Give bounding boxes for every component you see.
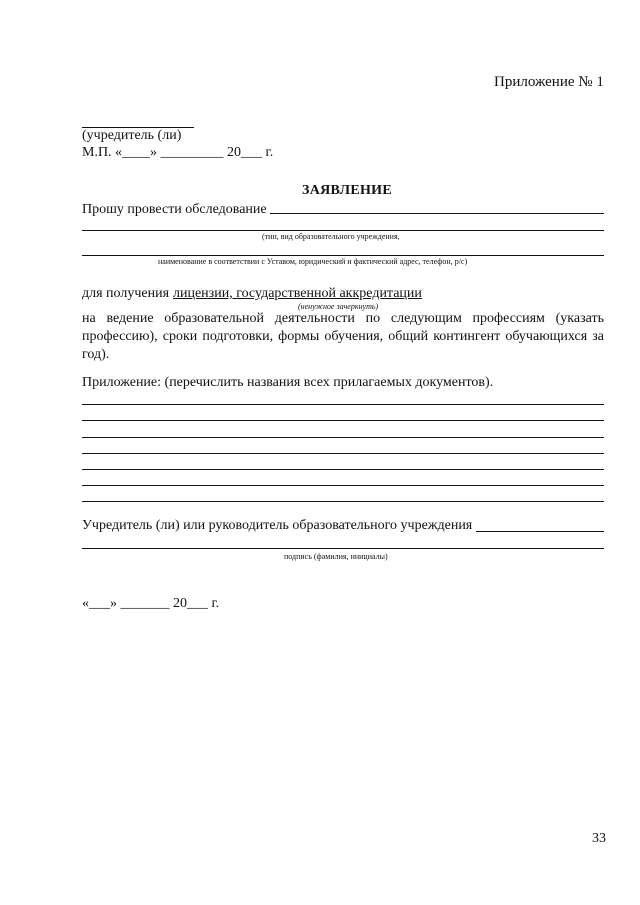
attachment-line-7[interactable] [82,501,604,502]
institution-field-line-1[interactable] [270,213,604,214]
purpose-options: лицензии, государственной аккредитации [173,286,422,301]
stamp-date-line: М.П. «____» _________ 20___ г. [82,145,274,160]
signer-field-line[interactable] [476,531,604,532]
signature-line[interactable] [82,548,604,549]
attachment-line-2[interactable] [82,420,604,421]
hint-strike-unneeded: (ненужное зачеркнуть) [298,302,379,311]
founder-label: (учредитель (ли) [82,128,182,143]
hint-institution-name: наименование в соответствии с Уставом, юридический и фактический адрес, телефон, р/с) [158,257,468,266]
attachment-label: Приложение: (перечислить названия всех прилагаемых документов). [82,375,494,390]
signer-label: Учредитель (ли) или руководитель образовательного учреждения [82,518,473,533]
date-line: «___» _______ 20___ г. [82,596,220,611]
appendix-label: Приложение № 1 [494,74,604,90]
activity-paragraph: на ведение образовательной деятельности по следующим профессиям (указать профессию), сроки подготовки, формы обучения, общий контингент обучающихся за год). [82,311,604,362]
hint-signature: подпись (фамилия, инициалы) [284,552,388,561]
request-label: Прошу провести обследование [82,202,267,217]
attachment-line-5[interactable] [82,469,604,470]
purpose-prefix: для получения [82,286,170,301]
attachment-line-3[interactable] [82,437,604,438]
institution-field-line-3[interactable] [82,255,604,256]
attachment-line-6[interactable] [82,485,604,486]
attachment-line-1[interactable] [82,404,604,405]
document-title: ЗАЯВЛЕНИЕ [302,183,393,198]
page-number: 33 [592,831,606,846]
hint-institution-type: (тип, вид образовательного учреждения, [262,232,400,241]
institution-field-line-2[interactable] [82,230,604,231]
attachment-line-4[interactable] [82,453,604,454]
